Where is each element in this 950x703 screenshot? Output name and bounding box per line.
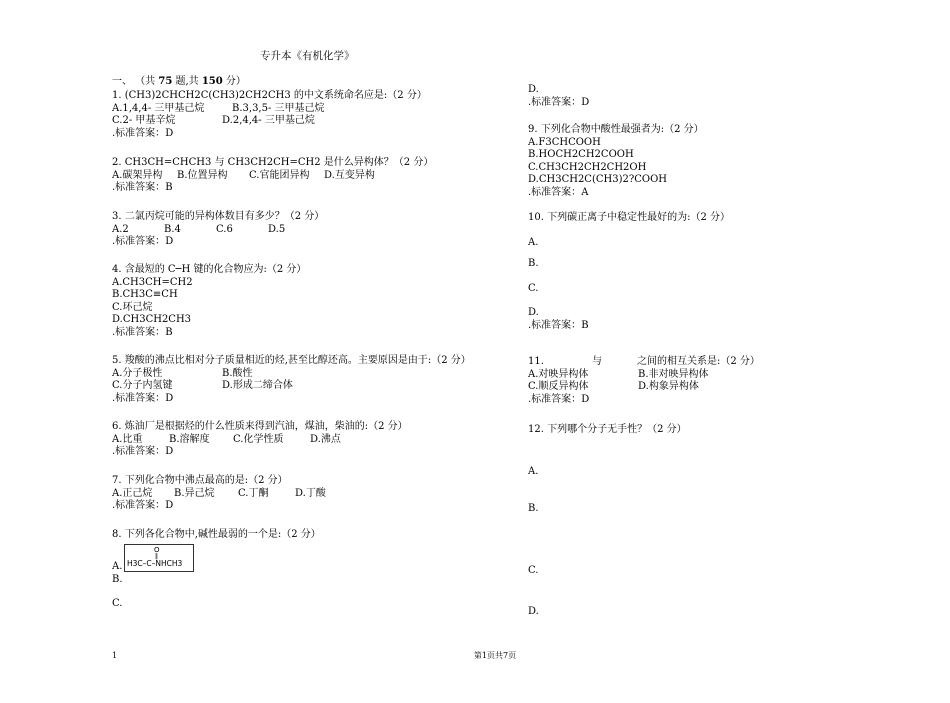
option-b: B.酸性 [222, 367, 253, 379]
question-11: 11. 与 之间的相互关系是:（2 分） A.对映异构体 B.非对映异构体 C.顺反异构体 D.构象异构体 .标准答案：D [528, 356, 888, 406]
option-d: D.5 [268, 223, 286, 235]
option-c: C. [112, 598, 123, 609]
option-b: B.HOCH2CH2COOH [528, 149, 634, 160]
answer: .标准答案：B [112, 326, 173, 338]
question-8 [112, 529, 512, 611]
option-b: B. [112, 573, 123, 585]
answer: .标准答案：D [112, 500, 174, 511]
option-c: C.化学性质 [233, 433, 284, 445]
answer: .标准答案：B [528, 319, 589, 331]
option-b: B.溶解度 [169, 433, 210, 445]
option-d: D. [528, 84, 539, 95]
answer: .标准答案：A [528, 186, 589, 198]
question-stem: 3. 二氯丙烷可能的异构体数目有多少？（2 分） [112, 211, 325, 222]
option-c: C.环己烷 [112, 301, 153, 313]
option-c: C.CH3CH2CH2CH2OH [528, 161, 647, 173]
answer: .标准答案：D [528, 96, 590, 108]
answer: .标准答案：D [528, 393, 590, 405]
document-title: 专升本《有机化学》 [260, 50, 355, 62]
option-d: D.2,4,4- 三甲基己烷 [222, 115, 315, 126]
option-a: A.正己烷 [112, 487, 153, 499]
option-c: C. [528, 565, 539, 576]
option-c: C.顺反异构体 [528, 381, 589, 392]
option-b: B. [528, 503, 539, 514]
question-stem: 12. 下列哪个分子无手性？（2 分） [528, 424, 687, 435]
option-d: D.丁酸 [295, 487, 326, 499]
question-6 [112, 421, 512, 459]
option-b: B.4 [164, 223, 181, 235]
option-b: B.CH3C≡CH [112, 289, 178, 300]
option-c: C.2- 甲基辛烷 [112, 115, 176, 126]
option-d: D.CH3CH2CH3 [112, 314, 192, 325]
option-a: A. [528, 466, 539, 477]
option-c: C.官能团异构 [249, 169, 310, 181]
question-stem: 6. 炼油厂是根据烃的什么性质来得到汽油，煤油，柴油的:（2 分） [112, 421, 408, 432]
answer: .标准答案：D [112, 392, 174, 404]
option-d: D. [528, 606, 539, 617]
option-b: B. [528, 258, 539, 269]
question-9 [528, 124, 888, 199]
option-a: A. [528, 236, 539, 248]
question-5 [112, 355, 512, 405]
question-12 [528, 424, 888, 617]
option-b: B.非对映异构体 [638, 368, 709, 380]
section-header: 一、 （共 75 题,共 150 分） [112, 76, 246, 87]
option-a: A.分子极性 [112, 367, 163, 379]
question-stem: 7. 下列化合物中沸点最高的是:（2 分） [112, 475, 288, 486]
option-d: D.CH3CH2C(CH3)2?COOH [528, 174, 667, 185]
page-info: 第1页共7页 [473, 651, 517, 660]
option-c: C.丁酮 [238, 487, 269, 499]
option-a: A. [112, 560, 123, 572]
question-4 [112, 264, 512, 339]
answer: .标准答案：B [112, 182, 173, 193]
page-number: 1 [112, 651, 118, 660]
option-a: A.2 [112, 223, 129, 235]
option-b: B.异己烷 [174, 487, 215, 499]
option-a: A.1,4,4- 三甲基己烷 [112, 102, 205, 114]
option-a: A.比重 [112, 433, 143, 445]
option-c: C.分子内氢键 [112, 380, 173, 391]
answer: .标准答案：D [112, 127, 174, 139]
question-7 [112, 475, 512, 513]
answer: .标准答案：D [112, 236, 174, 247]
option-c: C. [528, 282, 539, 294]
question-8-continued [528, 84, 888, 109]
option-d: D.构象异构体 [638, 381, 699, 392]
option-b: B.3,3,5- 三甲基己烷 [232, 102, 325, 114]
option-b: B.位置异构 [177, 169, 228, 181]
answer: .标准答案：D [112, 446, 174, 457]
question-3 [112, 211, 512, 249]
question-stem: 10. 下列碳正离子中稳定性最好的为:（2 分） [528, 212, 730, 223]
question-1 [112, 90, 512, 140]
question-stem: 9. 下列化合物中酸性最强者为:（2 分） [528, 124, 704, 135]
option-d: D.沸点 [310, 433, 341, 445]
option-d: D. [528, 307, 539, 318]
question-stem: 8. 下列各化合物中,碱性最弱的一个是:（2 分） [112, 529, 321, 540]
amide-structure-image: O ‖ H3C–C–NHCH3 [124, 544, 194, 572]
option-d: D.形成二缔合体 [222, 380, 293, 391]
option-a: A.CH3CH=CH2 [112, 276, 193, 288]
option-a: A.对映异构体 [528, 368, 589, 380]
question-stem: 2. CH3CH=CHCH3 与 CH3CH2CH=CH2 是什么异构体？（2 分） [112, 157, 434, 168]
option-a: A.碳架异构 [112, 169, 163, 181]
question-stem: 4. 含最短的 C─H 键的化合物应为:（2 分） [112, 264, 307, 275]
question-stem: 5. 羧酸的沸点比相对分子质量相近的烃,甚至比醇还高。主要原因是由于:（2 分） [112, 355, 471, 366]
question-stem: 1. (CH3)2CHCH2C(CH3)2CH2CH3 的中文系统命名应是:（2 分） [112, 90, 427, 101]
option-c: C.6 [216, 223, 233, 235]
question-2 [112, 157, 512, 195]
option-a: A.F3CHCOOH [528, 136, 601, 148]
option-d: D.互变异构 [324, 169, 375, 181]
question-10 [528, 212, 888, 332]
